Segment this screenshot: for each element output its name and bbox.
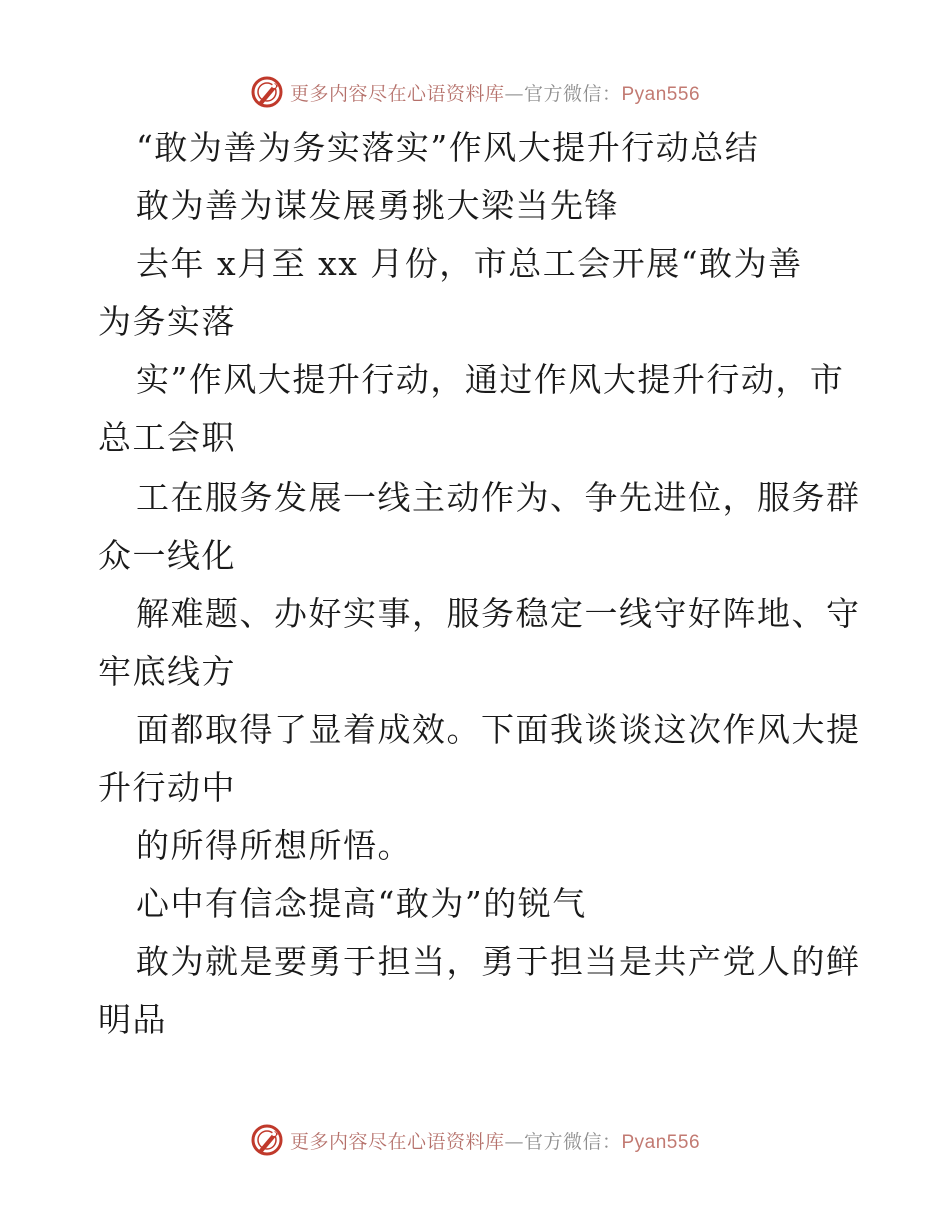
paragraph-line: 众一线化 (98, 536, 236, 575)
banner-site-text: 更多内容尽在心语资料库 (289, 82, 505, 105)
paragraph-line: 的所得所想所悟。 (136, 826, 412, 865)
banner-wechat-handle: Pyan556 (621, 83, 701, 105)
paragraph-line: 工在服务发展一线主动作为、争先进位，服务群 (136, 478, 861, 517)
footer-banner (0, 1120, 950, 1160)
banner-dash: — (504, 1130, 524, 1153)
paragraph-line: 升行动中 (98, 768, 236, 807)
paragraph-line: 面都取得了显着成效。下面我谈谈这次作风大提 (136, 710, 861, 749)
paragraph-line: 敢为善为谋发展勇挑大梁当先锋 (136, 186, 619, 225)
section-heading: 心中有信念提高“敢为”的锐气 (136, 884, 587, 923)
banner-dash: — (504, 82, 524, 105)
banner-wechat-label: 官方微信： (523, 1130, 622, 1153)
paragraph-line: 总工会职 (98, 418, 236, 457)
paragraph-line: 敢为就是要勇于担当，勇于担当是共产党人的鲜 (136, 942, 861, 981)
paragraph-line: 为务实落 (98, 302, 236, 341)
banner-wechat-handle: Pyan556 (621, 1131, 701, 1153)
paragraph-line: 解难题、办好实事，服务稳定一线守好阵地、守 (136, 594, 861, 633)
paragraph-line: 去年 x月至 xx 月份，市总工会开展“敢为善 (136, 244, 803, 283)
banner-wechat-label: 官方微信： (523, 82, 622, 105)
document-title: “敢为善为务实落实”作风大提升行动总结 (136, 128, 760, 167)
paragraph-line: 明品 (98, 1000, 167, 1039)
paragraph-line: 实”作风大提升行动，通过作风大提升行动，市 (136, 360, 845, 399)
paragraph-line: 牢底线方 (98, 652, 236, 691)
header-banner (0, 72, 950, 112)
fountain-pen-seal-logo (250, 1123, 284, 1157)
banner-caption (290, 79, 700, 106)
banner-site-text: 更多内容尽在心语资料库 (289, 1130, 505, 1153)
banner-caption (290, 1127, 700, 1154)
fountain-pen-seal-logo (250, 75, 284, 109)
